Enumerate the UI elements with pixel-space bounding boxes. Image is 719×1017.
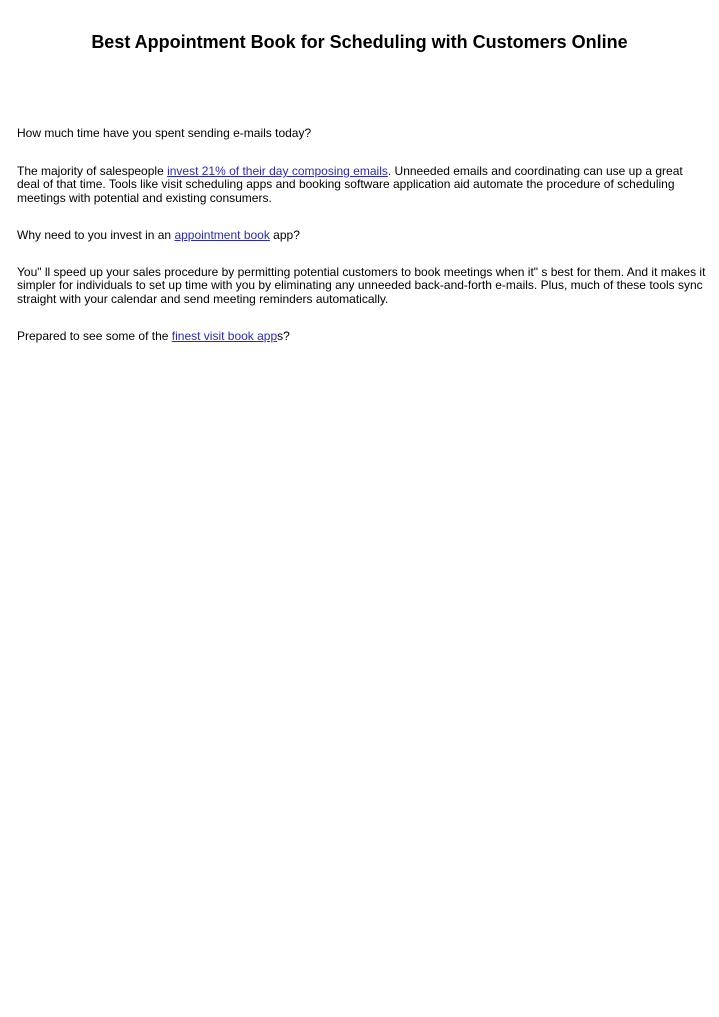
- paragraph-text-after: s?: [277, 329, 290, 343]
- paragraph-text: You" ll speed up your sales procedure by permitting potential customers to book meetings when it" s best for them. And it makes it simpler for individuals to set up time with you by eliminating any unneeded back-and-forth e-mails. Plus, much of these tools sync straight with your calendar and send meeting reminders automatically.: [17, 265, 706, 306]
- paragraph-text-after: app?: [269, 228, 300, 242]
- paragraph-intro-question: [17, 127, 707, 140]
- link-appointment-book[interactable]: appointment book: [174, 228, 270, 242]
- page-title: Best Appointment Book for Scheduling with Customers Online: [91, 32, 628, 52]
- paragraph-benefits: [17, 266, 707, 306]
- link-invest-emails[interactable]: invest 21% of their day composing emails: [167, 164, 388, 178]
- paragraph-salespeople: [17, 165, 707, 205]
- paragraph-text-before: Why need to you invest in an: [17, 228, 175, 242]
- paragraph-text-after: . Unneeded emails and coordinating can use up a great deal of that time. Tools like visit scheduling apps and booking software application aid automate the procedure of scheduling meetings with potential and existing consumers.: [17, 164, 683, 205]
- paragraph-text-before: The majority of salespeople: [17, 164, 168, 178]
- paragraph-prepared: [17, 330, 707, 343]
- paragraph-text-before: Prepared to see some of the: [17, 329, 172, 343]
- link-finest-visit-book-app[interactable]: finest visit book app: [171, 329, 278, 343]
- paragraph-why-invest: [17, 229, 707, 242]
- paragraph-text: How much time have you spent sending e-mails today?: [17, 126, 312, 140]
